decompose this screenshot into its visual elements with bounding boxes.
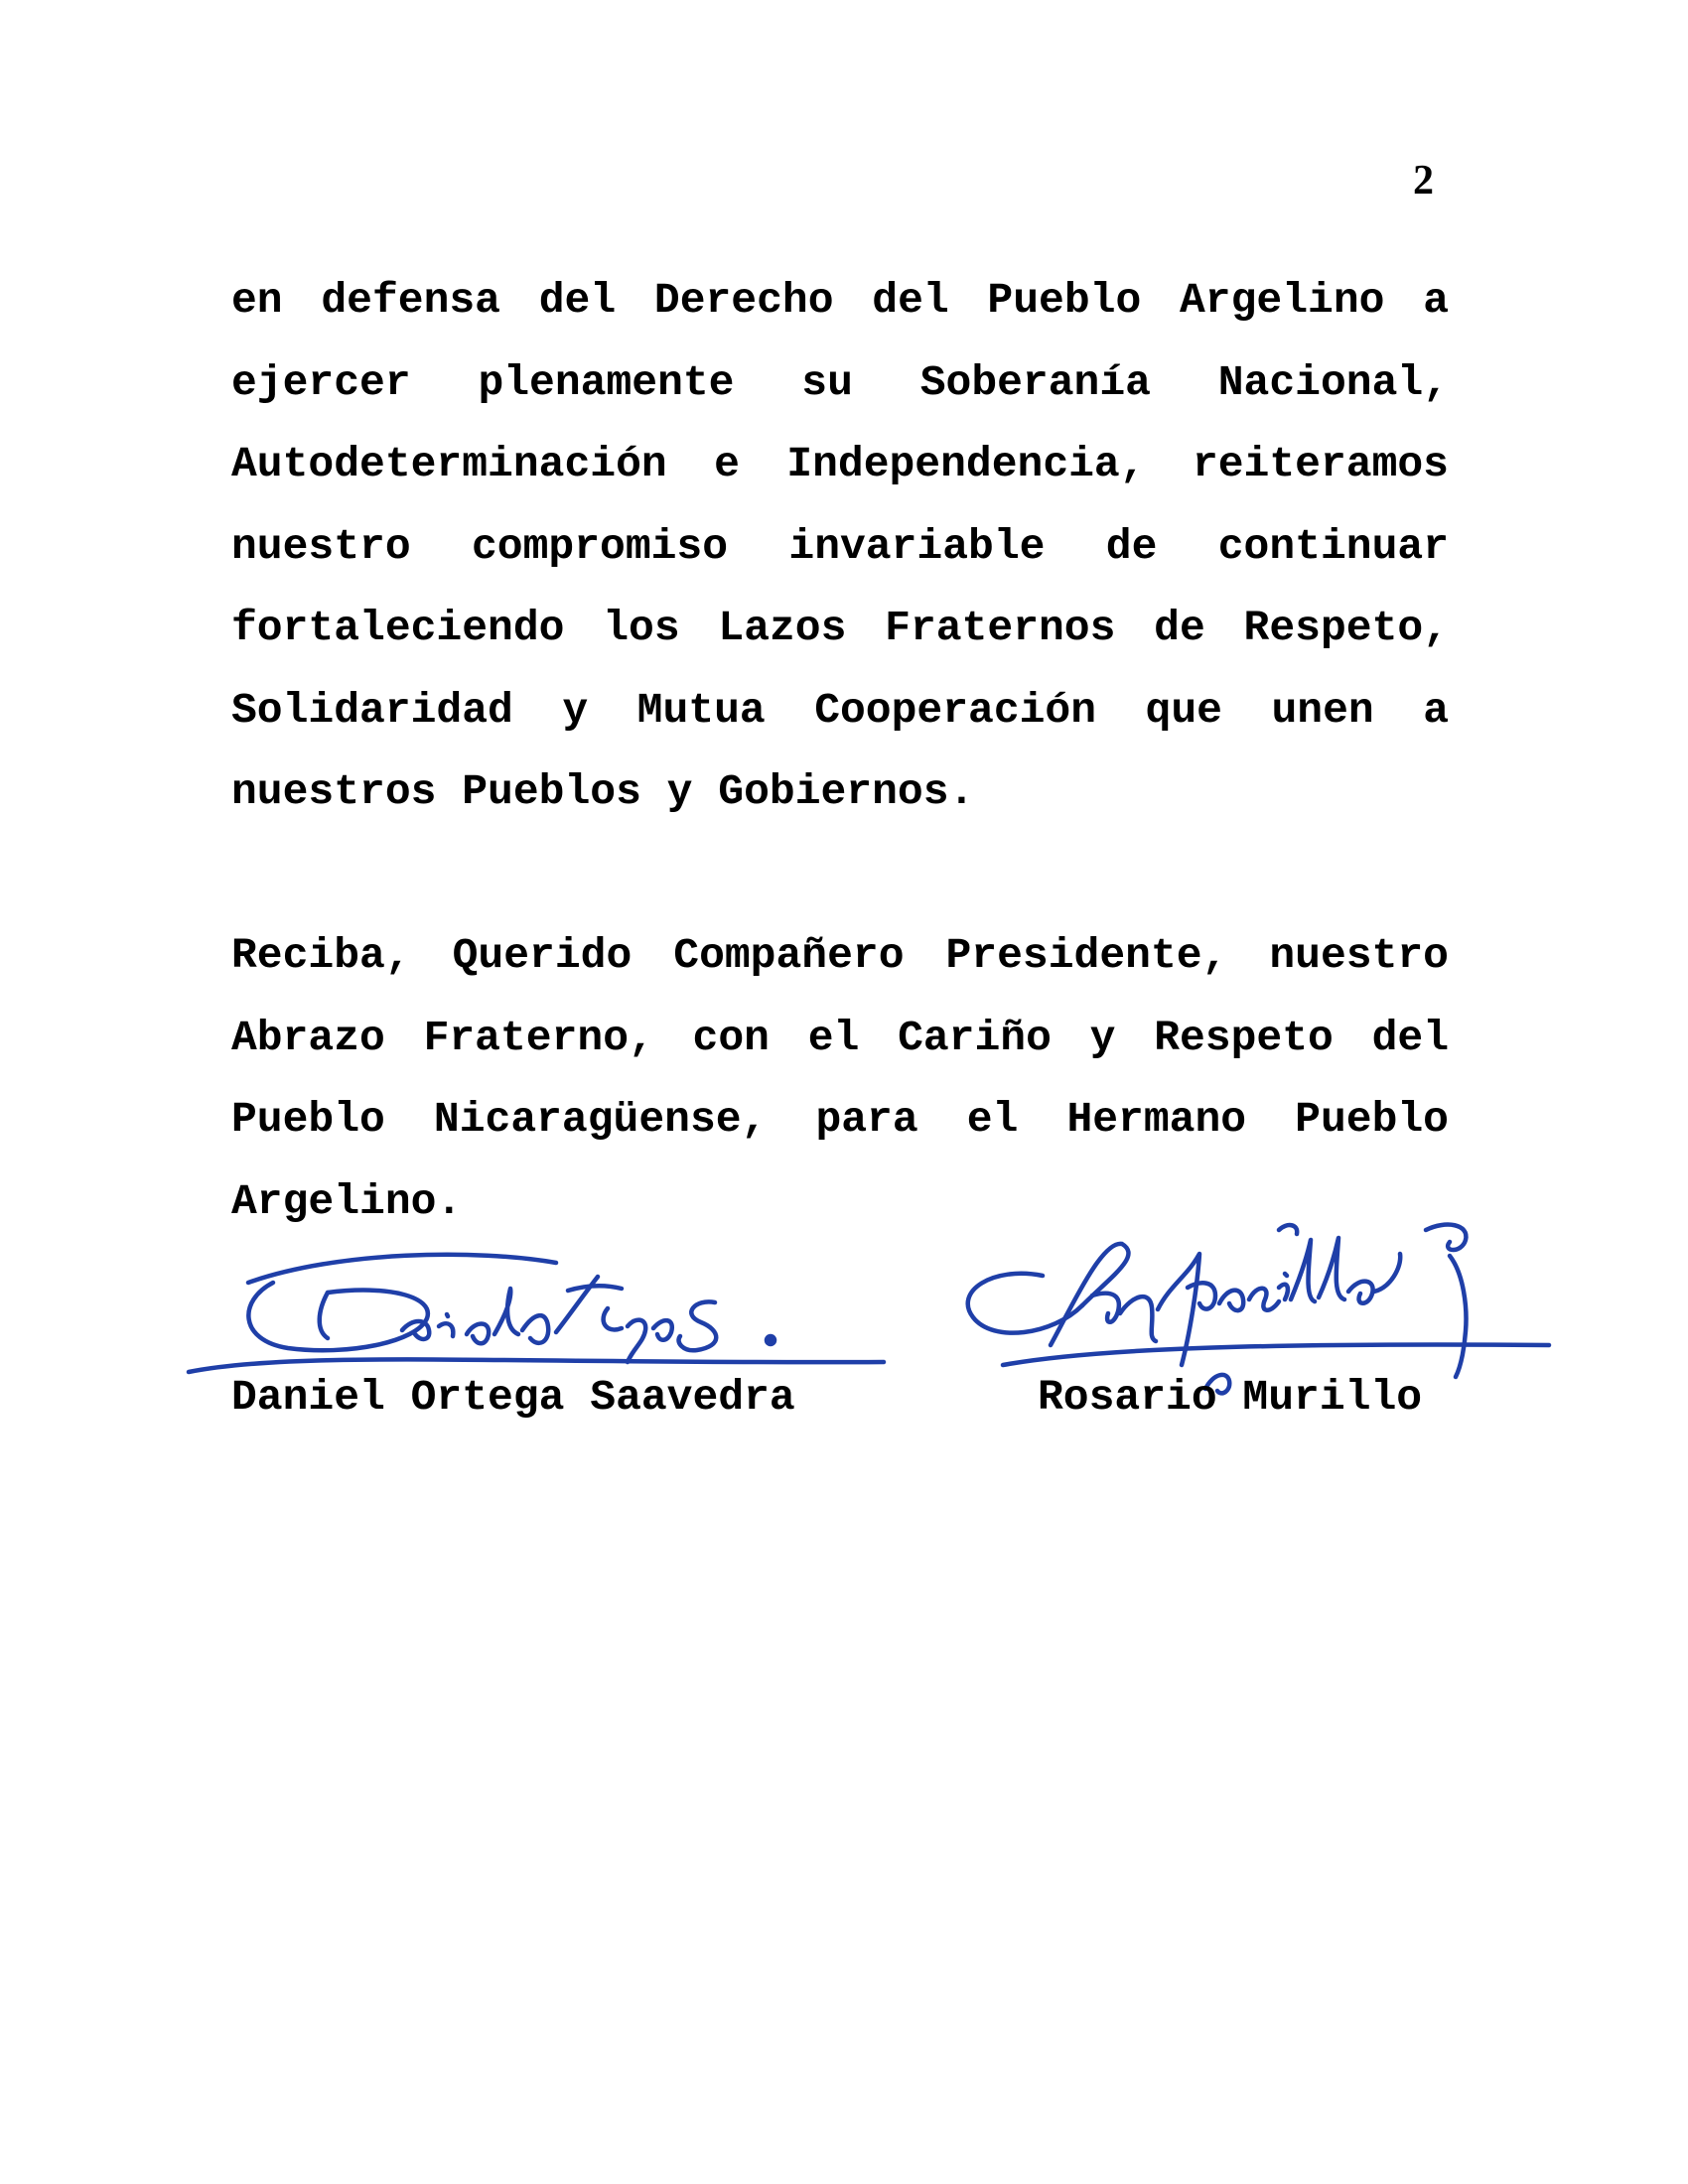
text-line: nuestro compromiso invariable de continuar	[231, 521, 1449, 571]
text-line: Reciba, Querido Compañero Presidente, nuestro	[231, 931, 1449, 980]
text-line: en defensa del Derecho del Pueblo Argelino a	[231, 276, 1449, 325]
text-line: Pueblo Nicaragüense, para el Hermano Pueblo	[231, 1095, 1449, 1144]
text-line: Argelino.	[231, 1176, 463, 1226]
text-line: Autodeterminación e Independencia, reiteramos	[231, 440, 1449, 488]
text-line: ejercer plenamente su Soberanía Nacional,	[231, 357, 1449, 407]
signer-name-ortega: Daniel Ortega Saavedra	[231, 1373, 795, 1422]
text-line: Abrazo Fraterno, con el Cariño y Respeto del	[231, 1013, 1449, 1062]
signature-ortega	[179, 1231, 894, 1380]
text-line: Solidaridad y Mutua Cooperación que unen a	[231, 685, 1449, 735]
text-line: nuestros Pueblos y Gobiernos.	[231, 767, 975, 816]
paragraph-closing-commitment	[231, 260, 1449, 834]
page-number: 2	[1413, 158, 1434, 204]
text-line: fortaleciendo los Lazos Fraternos de Respeto,	[231, 604, 1449, 652]
signer-name-murillo: Rosario Murillo	[1038, 1373, 1423, 1422]
paragraph-greeting	[231, 915, 1449, 1243]
